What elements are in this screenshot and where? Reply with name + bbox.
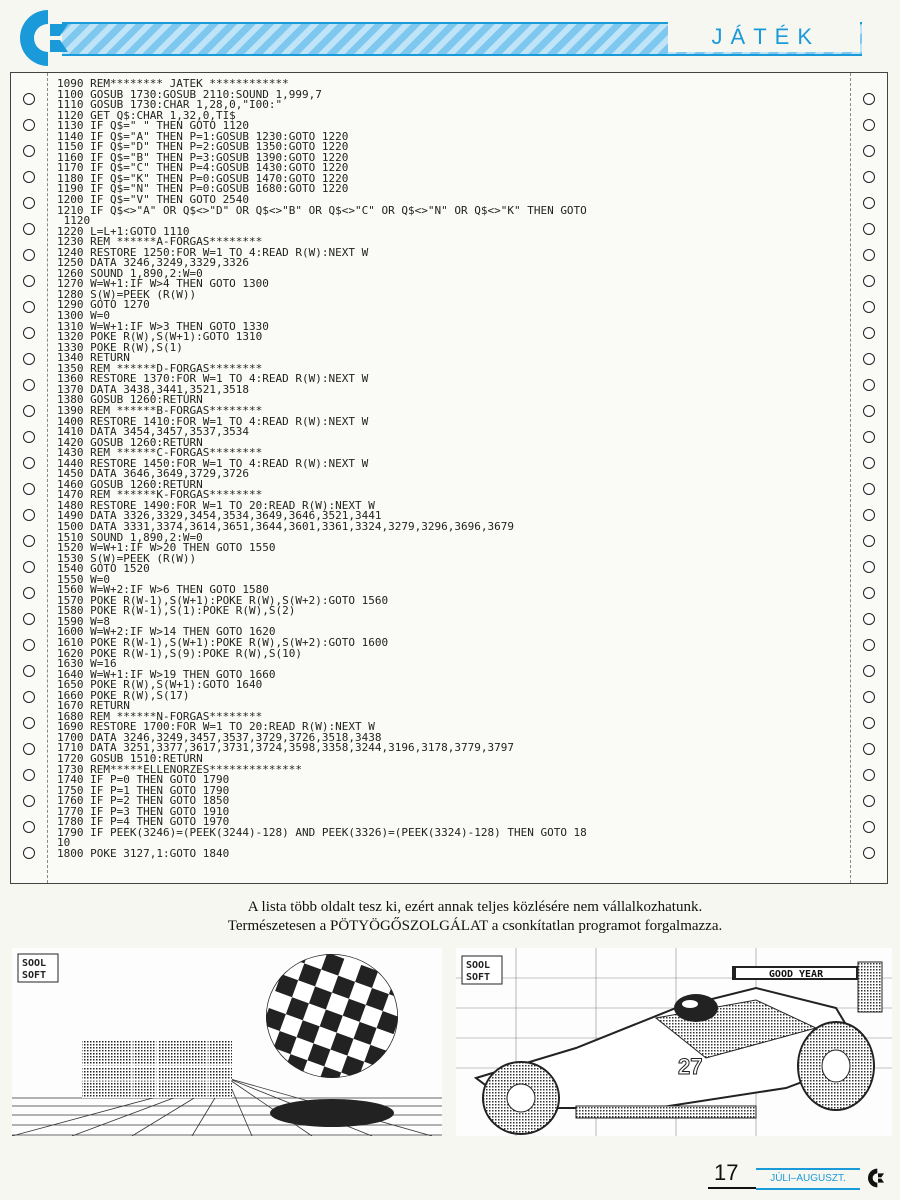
page-header [0, 0, 900, 72]
tractor-hole-icon [863, 327, 875, 339]
tractor-hole-icon [863, 691, 875, 703]
code-line: 1670 RETURN [57, 699, 130, 713]
tractor-hole-icon [863, 457, 875, 469]
section-title: JÁTÉK [668, 22, 860, 52]
tractor-hole-icon [863, 223, 875, 235]
tractor-hole-icon [863, 587, 875, 599]
tractor-hole-icon [23, 743, 35, 755]
tractor-hole-icon [23, 483, 35, 495]
code-line: 1260 SOUND 1,890,2:W=0 [57, 266, 203, 280]
race-car-icon [476, 988, 874, 1134]
tractor-hole-icon [863, 249, 875, 261]
code-line: 1280 S(W)=PEEK (R(W)) [57, 287, 197, 301]
tractor-hole-icon [23, 327, 35, 339]
code-line: 1510 SOUND 1,890,2:W=0 [57, 530, 203, 544]
tractor-hole-icon [23, 145, 35, 157]
code-line: 1370 DATA 3438,3441,3521,3518 [57, 382, 250, 396]
code-line: 1550 W=0 [57, 572, 110, 586]
code-line: 1420 GOSUB 1260:RETURN [57, 435, 203, 449]
tractor-hole-icon [23, 561, 35, 573]
code-line: 1400 RESTORE 1410:FOR W=1 TO 4:READ R(W):NEXT W [57, 414, 369, 428]
tractor-hole-icon [863, 665, 875, 677]
code-line: 1590 W=8 [57, 614, 110, 628]
code-line: 1470 REM ******K-FORGAS******** [57, 488, 263, 502]
tractor-hole-icon [23, 223, 35, 235]
code-line: 1090 REM******** JATEK ************ [57, 77, 289, 90]
footer-rule [708, 1187, 756, 1189]
code-line: 1340 RETURN [57, 351, 130, 365]
code-line: 1170 IF Q$="C" THEN P=4:GOSUB 1430:GOTO 1220 [57, 161, 349, 175]
tractor-hole-icon [23, 665, 35, 677]
tractor-hole-icon [23, 769, 35, 781]
tractor-hole-icon [863, 509, 875, 521]
code-line: 1390 REM ******B-FORGAS******** [57, 403, 263, 417]
tractor-hole-icon [863, 119, 875, 131]
tractor-hole-icon [863, 379, 875, 391]
commodore-logo-icon [8, 6, 80, 70]
code-line: 1570 POKE R(W-1),S(W+1):POKE R(W),S(W+2):GOTO 1560 [57, 593, 389, 607]
caption-line-1: A lista több oldalt tesz ki, ezért annak teljes közlésére nem vállalkozhatunk. [247, 899, 703, 915]
code-line: 1100 GOSUB 1730:GOSUB 2110:SOUND 1,999,7 [57, 87, 322, 101]
code-line: 1120 [57, 214, 91, 228]
code-line: 1250 DATA 3246,3249,3329,3326 [57, 256, 250, 270]
code-line: 1310 W=W+1:IF W>3 THEN GOTO 1330 [57, 319, 269, 333]
code-line: 1620 POKE R(W-1),S(9):POKE R(W),S(10) [57, 646, 303, 660]
code-line: 1110 GOSUB 1730:CHAR 1,28,0,"I00:" [57, 98, 283, 112]
code-line: 1300 W=0 [57, 309, 110, 323]
tractor-hole-icon [863, 197, 875, 209]
code-line: 1150 IF Q$="D" THEN P=2:GOSUB 1350:GOTO 1220 [57, 140, 349, 154]
code-line: 1240 RESTORE 1250:FOR W=1 TO 4:READ R(W):NEXT W [57, 245, 369, 259]
tractor-hole-icon [23, 509, 35, 521]
tractor-hole-icon [23, 717, 35, 729]
code-line: 1800 POKE 3127,1:GOTO 1840 [57, 846, 230, 860]
soolsoft-logo-line2: SOFT [22, 970, 47, 981]
tractor-hole-icon [23, 301, 35, 313]
code-line: 1120 GET Q$:CHAR 1,32,0,TI$ [57, 108, 236, 122]
tractor-hole-icon [23, 535, 35, 547]
code-line: 1140 IF Q$="A" THEN P=1:GOSUB 1230:GOTO 1220 [57, 129, 349, 143]
code-listing [57, 79, 827, 859]
code-line: 1630 W=16 [57, 657, 117, 671]
tractor-hole-icon [863, 639, 875, 651]
code-line: 1730 REM*****ELLENORZES************** [57, 762, 303, 776]
tractor-hole-icon [23, 353, 35, 365]
tractor-hole-icon [863, 561, 875, 573]
code-line: 1160 IF Q$="B" THEN P=3:GOSUB 1390:GOTO 1220 [57, 150, 349, 164]
code-line: 1760 IF P=2 THEN GOTO 1850 [57, 794, 230, 808]
tractor-hole-icon [23, 119, 35, 131]
code-line: 1230 REM ******A-FORGAS******** [57, 235, 263, 249]
page-number: 17 [714, 1160, 739, 1185]
program-listing [10, 72, 888, 884]
code-line: 1180 IF Q$="K" THEN P=0:GOSUB 1470:GOTO 1220 [57, 171, 349, 185]
tractor-hole-icon [23, 691, 35, 703]
soolsoft-logo-line1: SOOL [466, 960, 491, 971]
code-line: 1520 W=W+1:IF W>20 THEN GOTO 1550 [57, 541, 276, 555]
code-line: 1740 IF P=0 THEN GOTO 1790 [57, 773, 230, 787]
commodore-logo-icon [864, 1166, 888, 1190]
goodyear-banner: GOOD YEAR [768, 969, 824, 980]
code-line: 1780 IF P=4 THEN GOTO 1970 [57, 815, 230, 829]
tractor-hole-icon [23, 431, 35, 443]
code-line: 1650 POKE R(W),S(W+1):GOTO 1640 [57, 678, 263, 692]
tractor-hole-icon [863, 613, 875, 625]
code-line: 1770 IF P=3 THEN GOTO 1910 [57, 804, 230, 818]
code-line: 1320 POKE R(W),S(W+1):GOTO 1310 [57, 330, 263, 344]
checkered-ball-icon [250, 948, 411, 1102]
tractor-hole-icon [863, 353, 875, 365]
code-line: 1330 POKE R(W),S(1) [57, 340, 183, 354]
code-line: 1410 DATA 3454,3457,3537,3534 [57, 425, 250, 439]
code-line: 1200 IF Q$="V" THEN GOTO 2540 [57, 193, 250, 207]
code-line: 1710 DATA 3251,3377,3617,3731,3724,3598,3358,3244,3196,3178,3779,3797 [57, 741, 514, 755]
tractor-hole-icon [23, 249, 35, 261]
code-line: 1220 L=L+1:GOTO 1110 [57, 224, 190, 238]
code-line: 1210 IF Q$<>"A" OR Q$<>"D" OR Q$<>"B" OR Q$<>"C" OR Q$<>"N" OR Q$<>"K" THEN GOTO [57, 203, 587, 217]
code-line: 1440 RESTORE 1450:FOR W=1 TO 4:READ R(W):NEXT W [57, 456, 369, 470]
code-line: 10 [57, 836, 71, 850]
code-line: 1560 W=W+2:IF W>6 THEN GOTO 1580 [57, 583, 269, 597]
tractor-hole-icon [863, 405, 875, 417]
code-line: 1130 IF Q$=" " THEN GOTO 1120 [57, 119, 250, 133]
tractor-hole-icon [863, 821, 875, 833]
code-line: 1720 GOSUB 1510:RETURN [57, 752, 203, 765]
tractor-hole-icon [23, 405, 35, 417]
screenshot-ball [12, 948, 442, 1136]
tractor-hole-icon [863, 769, 875, 781]
tractor-hole-icon [863, 535, 875, 547]
code-line: 1350 REM ******D-FORGAS******** [57, 361, 263, 375]
tractor-hole-icon [23, 171, 35, 183]
code-line: 1540 GOTO 1520 [57, 562, 150, 576]
tractor-hole-icon [863, 431, 875, 443]
code-line: 1580 POKE R(W-1),S(1):POKE R(W),S(2) [57, 604, 296, 618]
code-line: 1790 IF PEEK(3246)=(PEEK(3244)-128) AND PEEK(3326)=(PEEK(3324)-128) THEN GOTO 18 [57, 825, 587, 839]
tractor-hole-icon [863, 93, 875, 105]
code-line: 1480 RESTORE 1490:FOR W=1 TO 20:READ R(W):NEXT W [57, 498, 375, 512]
code-line: 1700 DATA 3246,3249,3457,3537,3729,3726,3518,3438 [57, 730, 382, 744]
tractor-hole-icon [23, 379, 35, 391]
code-line: 1190 IF Q$="N" THEN P=0:GOSUB 1680:GOTO 1220 [57, 182, 349, 196]
tractor-holes-left [11, 73, 47, 883]
soolsoft-logo-line1: SOOL [22, 958, 47, 969]
tractor-hole-icon [863, 743, 875, 755]
soolsoft-logo-line2: SOFT [466, 972, 491, 983]
code-line: 1360 RESTORE 1370:FOR W=1 TO 4:READ R(W):NEXT W [57, 372, 369, 386]
tractor-hole-icon [23, 821, 35, 833]
tractor-hole-icon [23, 197, 35, 209]
tractor-hole-icon [863, 483, 875, 495]
tractor-hole-icon [863, 275, 875, 287]
tractor-hole-icon [23, 613, 35, 625]
code-line: 1680 REM ******N-FORGAS******** [57, 709, 263, 723]
code-line: 1750 IF P=1 THEN GOTO 1790 [57, 783, 230, 797]
caption-line-2: Természetesen a PÖTYÖGŐSZOLGÁLAT a csonkítatlan programot forgalmazza. [227, 918, 723, 934]
tractor-hole-icon [23, 275, 35, 287]
tractor-holes-right [851, 73, 887, 883]
tractor-hole-icon [23, 587, 35, 599]
code-line: 1660 POKE R(W),S(17) [57, 688, 190, 702]
code-line: 1290 GOTO 1270 [57, 298, 150, 312]
tractor-hole-icon [23, 457, 35, 469]
code-line: 1490 DATA 3326,3329,3454,3534,3649,3646,3521,3441 [57, 509, 382, 523]
code-line: 1430 REM ******C-FORGAS******** [57, 446, 263, 460]
code-line: 1640 W=W+1:IF W>19 THEN GOTO 1660 [57, 667, 276, 681]
code-line: 1690 RESTORE 1700:FOR W=1 TO 20:READ R(W):NEXT W [57, 720, 375, 734]
ball-shadow [270, 1099, 394, 1127]
code-line: 1380 GOSUB 1260:RETURN [57, 393, 203, 407]
tractor-hole-icon [863, 795, 875, 807]
code-line: 1600 W=W+2:IF W>14 THEN GOTO 1620 [57, 625, 276, 639]
tractor-hole-icon [863, 145, 875, 157]
tractor-hole-icon [23, 93, 35, 105]
issue-label: JÚLI–AUGUSZT. [756, 1168, 860, 1190]
tractor-hole-icon [863, 301, 875, 313]
car-number: 27 [678, 1054, 703, 1079]
caption [0, 898, 900, 936]
screenshot-race-car [456, 948, 892, 1136]
code-line: 1500 DATA 3331,3374,3614,3651,3644,3601,3361,3324,3279,3296,3696,3679 [57, 519, 514, 533]
tractor-hole-icon [23, 639, 35, 651]
tractor-hole-icon [863, 171, 875, 183]
code-line: 1450 DATA 3646,3649,3729,3726 [57, 467, 250, 481]
tractor-hole-icon [23, 847, 35, 859]
code-line: 1460 GOSUB 1260:RETURN [57, 477, 203, 491]
code-line: 1270 W=W+1:IF W>4 THEN GOTO 1300 [57, 277, 269, 291]
code-line: 1530 S(W)=PEEK (R(W)) [57, 551, 197, 565]
tractor-hole-icon [863, 847, 875, 859]
tractor-hole-icon [863, 717, 875, 729]
code-line: 1610 POKE R(W-1),S(W+1):POKE R(W),S(W+2):GOTO 1600 [57, 635, 389, 649]
tractor-hole-icon [23, 795, 35, 807]
page-footer [700, 1160, 900, 1200]
